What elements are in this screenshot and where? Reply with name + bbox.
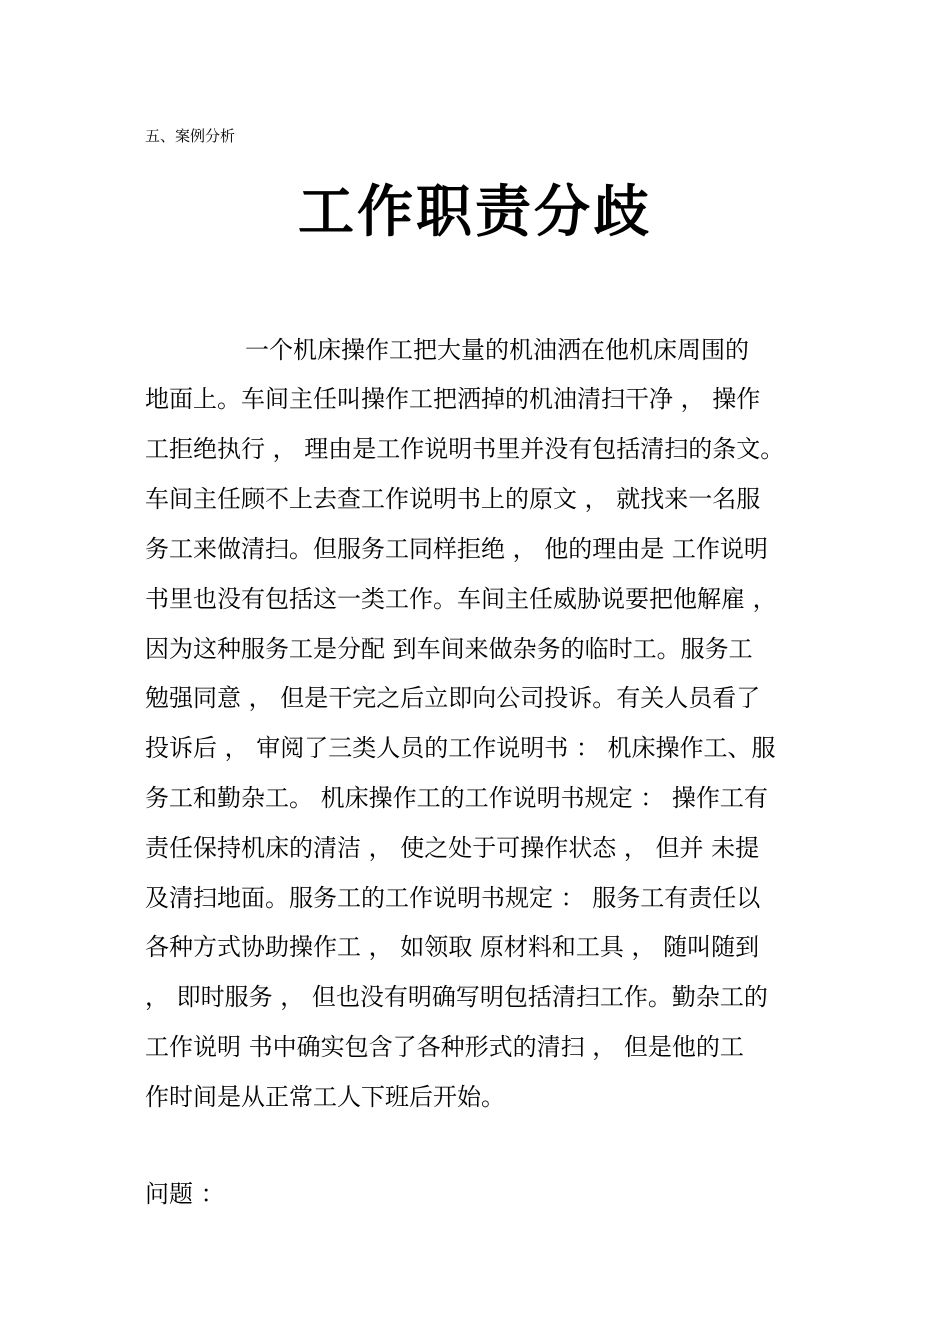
body-line: 工作说明 书中确实包含了各种形式的清扫 ， 但是他的工 xyxy=(145,1033,744,1061)
body-line: 务工和勤杂工。 机床操作工的工作说明书规定 ： 操作工有 xyxy=(145,784,768,812)
document-title: 工作职责分歧 xyxy=(298,180,652,245)
body-line: 因为这种服务工是分配 到车间来做杂务的临时工。服务工 xyxy=(145,635,753,663)
section-label: 五、案例分析 xyxy=(145,127,236,145)
body-line: 及清扫地面。服务工的工作说明书规定 ： 服务工有责任以 xyxy=(145,884,761,912)
body-line: 务工来做清扫。但服务工同样拒绝 ， 他的理由是 工作说明 xyxy=(145,535,768,563)
body-line: 勉强同意 ， 但是干完之后立即向公司投诉。有关人员看了 xyxy=(145,684,761,712)
body-line: 作时间是从正常工人下班后开始。 xyxy=(145,1083,505,1111)
body-line: 责任保持机床的清洁 ， 使之处于可操作状态 ， 但并 未提 xyxy=(145,834,760,862)
question-label: 问题 ： xyxy=(145,1180,225,1208)
body-line: 工拒绝执行 ， 理由是工作说明书里并没有包括清扫的条文。 xyxy=(145,435,785,463)
body-line: 车间主任顾不上去查工作说明书上的原文 ， 就找来一名服 xyxy=(145,485,761,513)
body-line: ， 即时服务 ， 但也没有明确写明包括清扫工作。勤杂工的 xyxy=(145,983,768,1011)
body-line: 各种方式协助操作工 ， 如领取 原材料和工具 ， 随叫随到 xyxy=(145,933,760,961)
body-line: 地面上。车间主任叫操作工把洒掉的机油清扫干净 ， 操作 xyxy=(145,385,761,413)
body-line: 书里也没有包括这一类工作。车间主任威胁说要把他解雇 ， xyxy=(145,585,777,613)
body-line: 投诉后 ， 审阅了三类人员的工作说明书 ： 机床操作工、服 xyxy=(145,734,776,762)
body-line: 一个机床操作工把大量的机油洒在他机床周围的 xyxy=(245,336,749,364)
